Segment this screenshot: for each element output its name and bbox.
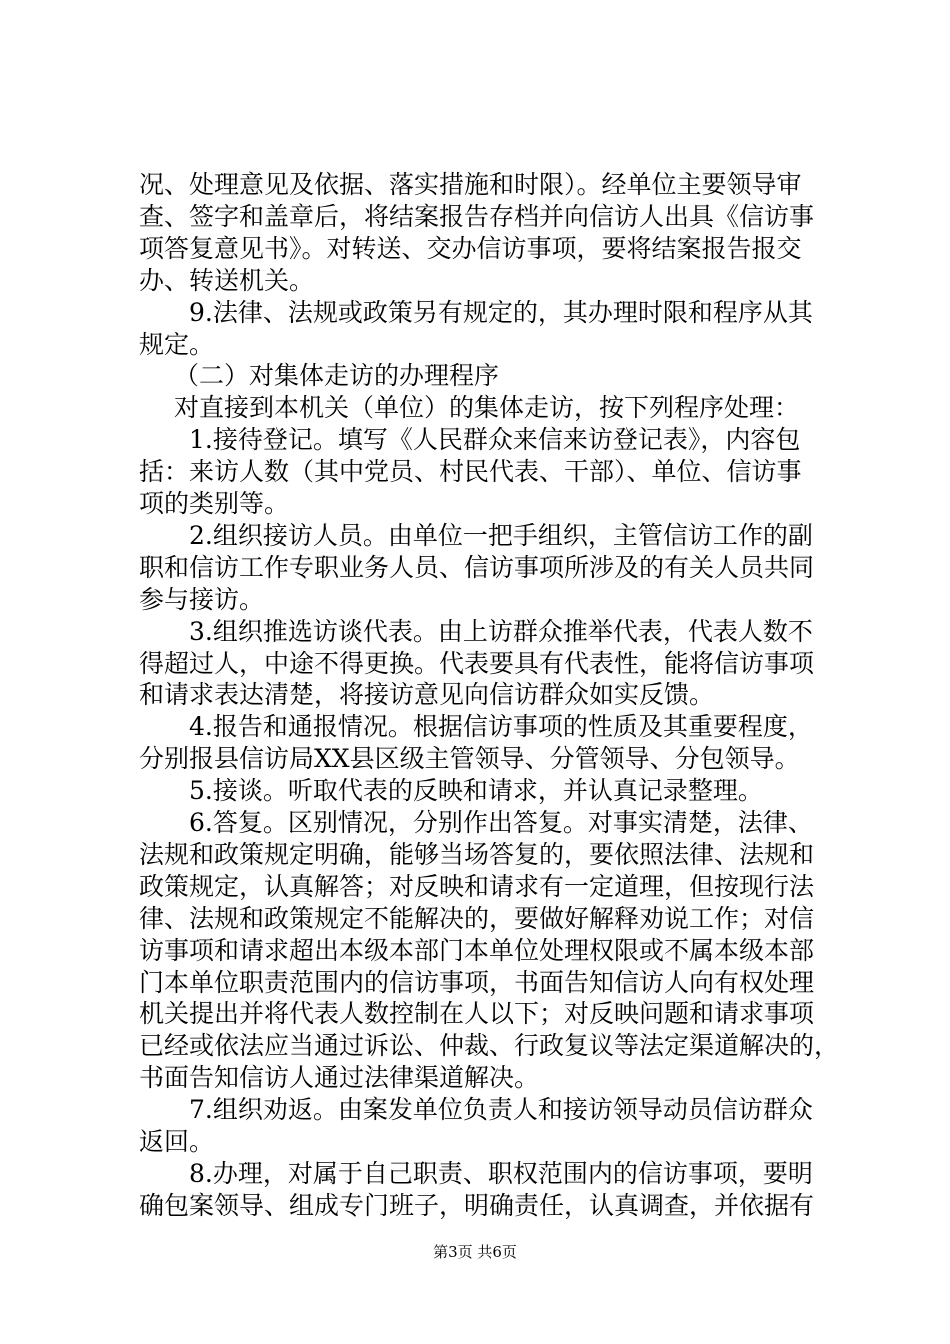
text-line: 2.组织接访人员。由单位一把手组织，主管信访工作的副: [189, 520, 813, 550]
text-line: 参与接访。: [139, 584, 265, 614]
text-line: 政策规定，认真解答；对反映和请求有一定道理，但按现行法: [139, 871, 815, 901]
text-line: 项答复意见书》。对转送、交办信访事项，要将结案报告报交: [139, 233, 802, 263]
text-line: 确包案领导、组成专门班子，明确责任，认真调查，并依据有: [139, 1190, 815, 1220]
text-line: 办、转送机关。: [139, 265, 315, 295]
page-footer: 第3页 共6页: [433, 1243, 517, 1261]
text-line: 9.法律、法规或政策另有规定的，其办理时限和程序从其: [189, 297, 813, 327]
text-line: 对直接到本机关（单位）的集体走访，按下列程序处理：: [174, 393, 800, 423]
text-line: 已经或依法应当通过诉讼、仲裁、行政复议等法定渠道解决的，: [139, 1031, 840, 1061]
text-line: 分别报县信访局XX县区级主管领导、分管领导、分包领导。: [139, 744, 800, 774]
text-line: 访事项和请求超出本级本部门本单位处理权限或不属本级本部: [139, 935, 815, 965]
text-line: 6.答复。区别情况，分别作出答复。对事实清楚，法律、: [189, 808, 813, 837]
text-line: 4.报告和通报情况。根据信访事项的性质及其重要程度，: [189, 712, 813, 742]
text-line: 律、法规和政策规定不能解决的，要做好解释劝说工作；对信: [139, 903, 815, 933]
text-line: 书面告知信访人通过法律渠道解决。: [139, 1063, 540, 1093]
text-line: 况、处理意见及依据、落实措施和时限）。经单位主要领导审: [139, 170, 802, 199]
section-heading: （二）对集体走访的办理程序: [174, 361, 500, 391]
text-line: 机关提出并将代表人数控制在人以下；对反映问题和请求事项: [139, 999, 815, 1029]
text-line: 3.组织推选访谈代表。由上访群众推举代表，代表人数不: [189, 616, 813, 646]
text-line: 职和信访工作专职业务人员、信访事项所涉及的有关人员共同: [139, 552, 815, 582]
text-line: 法规和政策规定明确，能够当场答复的，要依照法律、法规和: [139, 839, 815, 869]
text-line: 8.办理，对属于自己职责、职权范围内的信访事项，要明: [189, 1158, 813, 1188]
text-line: 门本单位职责范围内的信访事项，书面告知信访人向有权处理: [139, 967, 815, 997]
text-line: 查、签字和盖章后，将结案报告存档并向信访人出具《信访事: [139, 201, 815, 231]
text-line: 项的类别等。: [139, 489, 290, 518]
text-line: 7.组织劝返。由案发单位负责人和接访领导动员信访群众: [189, 1095, 813, 1125]
text-line: 括：来访人数（其中党员、村民代表、干部）、单位、信访事: [139, 457, 802, 487]
text-line: 和请求表达清楚，将接访意见向信访群众如实反馈。: [139, 680, 715, 710]
text-line: 1.接待登记。填写《人民群众来信来访登记表》，内容包: [189, 425, 801, 455]
text-line: 规定。: [139, 329, 215, 359]
text-line: 返回。: [139, 1127, 215, 1156]
text-line: 得超过人，中途不得更换。代表要具有代表性，能将信访事项: [139, 648, 815, 678]
text-line: 5.接谈。听取代表的反映和请求，并认真记录整理。: [189, 776, 763, 806]
